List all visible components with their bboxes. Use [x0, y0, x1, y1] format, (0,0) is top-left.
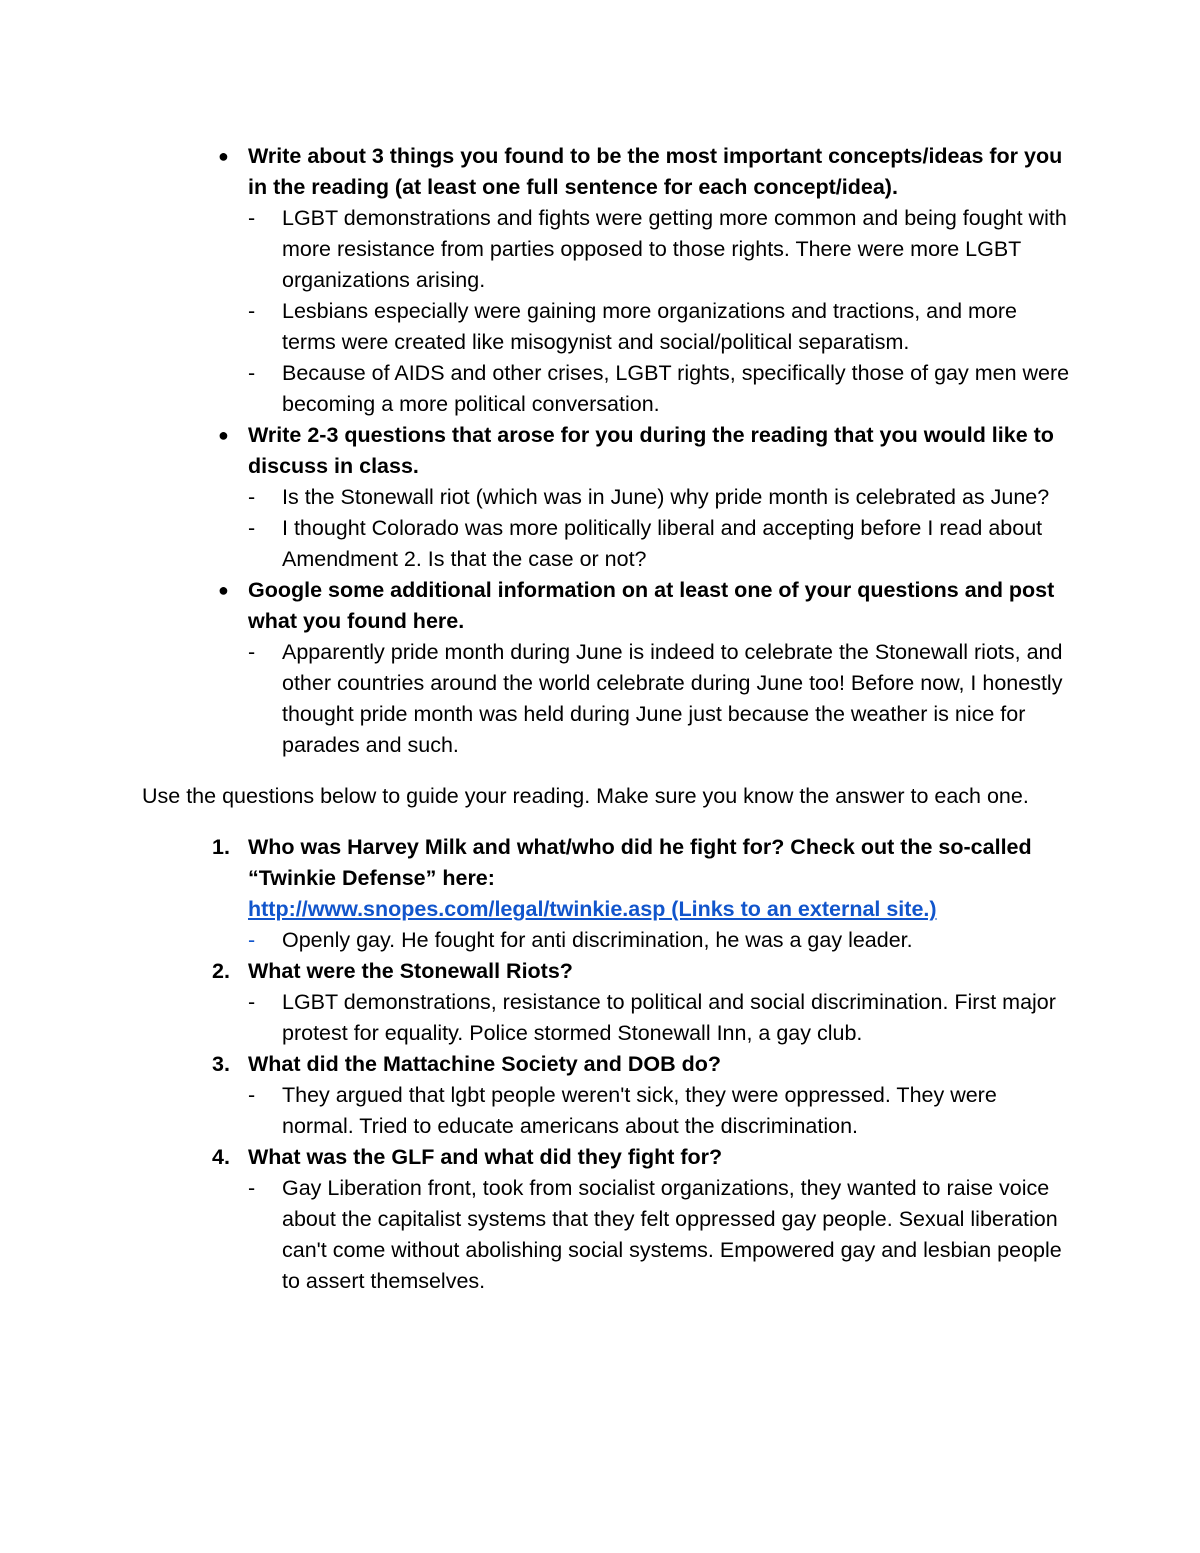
question-prompt: What were the Stonewall Riots?	[248, 959, 573, 983]
bullet-prompt: Write 2-3 questions that arose for you during the reading that you would like to discuss in class.	[248, 423, 1054, 478]
dash-marker: -	[248, 1176, 256, 1200]
answer-item	[248, 1080, 1072, 1142]
twinkie-defense-link[interactable]: http://www.snopes.com/legal/twinkie.asp (Links to an external site.)	[248, 897, 937, 921]
answer-item	[248, 203, 1072, 296]
answer-text: Is the Stonewall riot (which was in June) why pride month is celebrated as June?	[282, 485, 1050, 509]
answer-text: I thought Colorado was more politically liberal and accepting before I read about Amendment 2. Is that the case or not?	[282, 516, 1043, 571]
dash-marker: -	[248, 1083, 256, 1107]
dash-marker: -	[248, 206, 256, 230]
dash-marker: -	[248, 485, 256, 509]
dash-marker: -	[248, 299, 256, 323]
answer-item	[248, 513, 1072, 575]
question-number: 2.	[212, 959, 230, 983]
answer-list	[248, 203, 1072, 420]
answer-item	[248, 482, 1072, 513]
question-item-mattachine	[142, 1049, 1072, 1142]
answer-list	[248, 1080, 1072, 1142]
answer-text: LGBT demonstrations, resistance to political and social discrimination. First major protest for equality. Police stormed Stonewall Inn, a gay club.	[282, 990, 1056, 1045]
answer-list	[248, 637, 1072, 761]
bullet-item-research	[142, 575, 1072, 761]
bullet-icon: ●	[218, 425, 229, 445]
question-number: 4.	[212, 1145, 230, 1169]
answer-item	[248, 987, 1072, 1049]
answer-list	[248, 1173, 1072, 1297]
answer-text: They argued that lgbt people weren't sick, they were oppressed. They were normal. Tried to educate americans about the discrimination.	[282, 1083, 997, 1138]
intro-paragraph: Use the questions below to guide your reading. Make sure you know the answer to each one.	[142, 784, 1029, 808]
answer-text: LGBT demonstrations and fights were getting more common and being fought with more resistance from parties opposed to those rights. There were more LGBT organizations arising.	[282, 206, 1067, 292]
answer-item	[248, 637, 1072, 761]
question-prompt: Who was Harvey Milk and what/who did he fight for? Check out the so-called “Twinkie Defense” here:	[248, 835, 1032, 890]
bullet-icon: ●	[218, 146, 229, 166]
question-list	[142, 832, 1072, 1297]
bullet-item-concepts	[142, 141, 1072, 420]
dash-marker: -	[248, 990, 256, 1014]
document-content	[142, 141, 1072, 1297]
answer-item	[248, 1173, 1072, 1297]
bullet-prompt: Google some additional information on at least one of your questions and post what you found here.	[248, 578, 1055, 633]
question-item-stonewall	[142, 956, 1072, 1049]
question-number: 3.	[212, 1052, 230, 1076]
bullet-icon: ●	[218, 580, 229, 600]
answer-text: Because of AIDS and other crises, LGBT rights, specifically those of gay men were becoming a more political conversation.	[282, 361, 1070, 416]
dash-marker: -	[248, 516, 256, 540]
answer-item	[248, 358, 1072, 420]
question-prompt: What was the GLF and what did they fight for?	[248, 1145, 723, 1169]
answer-text: Openly gay. He fought for anti discrimination, he was a gay leader.	[282, 928, 913, 952]
answer-text: Apparently pride month during June is indeed to celebrate the Stonewall riots, and other countries around the world celebrate during June too! Before now, I honestly thought pride month was held during June just because the weather is nice for parades and such.	[282, 640, 1063, 757]
answer-list	[248, 925, 1072, 956]
answer-item	[248, 925, 1072, 956]
bullet-item-questions	[142, 420, 1072, 575]
question-item-harvey-milk	[142, 832, 1072, 956]
question-prompt: What did the Mattachine Society and DOB do?	[248, 1052, 722, 1076]
dash-marker: -	[248, 640, 256, 664]
question-item-glf	[142, 1142, 1072, 1297]
answer-text: Gay Liberation front, took from socialist organizations, they wanted to raise voice about the capitalist systems that they felt oppressed gay people. Sexual liberation can't come without abolishing social systems. Empowered gay and lesbian people to assert themselves.	[282, 1176, 1062, 1293]
bullet-prompt: Write about 3 things you found to be the most important concepts/ideas for you in the reading (at least one full sentence for each concept/idea).	[248, 144, 1063, 199]
answer-item	[248, 296, 1072, 358]
answer-list	[248, 482, 1072, 575]
reflection-bullet-list	[142, 141, 1072, 761]
answer-text: Lesbians especially were gaining more organizations and tractions, and more terms were created like misogynist and social/political separatism.	[282, 299, 1017, 354]
question-number: 1.	[212, 835, 230, 859]
answer-list	[248, 987, 1072, 1049]
dash-marker: -	[248, 928, 256, 952]
dash-marker: -	[248, 361, 256, 385]
